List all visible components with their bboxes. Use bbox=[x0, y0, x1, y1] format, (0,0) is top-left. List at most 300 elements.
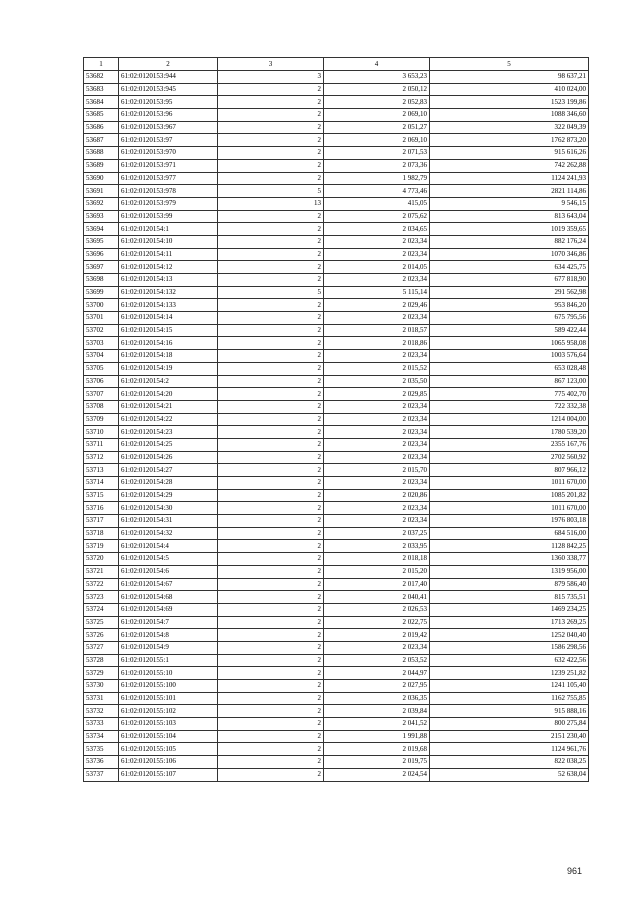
count-value-cell: 2 bbox=[218, 692, 324, 705]
cost-value-cell: 1128 842,25 bbox=[430, 540, 589, 553]
cost-value-cell: 915 888,16 bbox=[430, 705, 589, 718]
cost-value-cell: 1124 241,93 bbox=[430, 172, 589, 185]
count-value-cell: 2 bbox=[218, 515, 324, 528]
area-value-cell: 2 018,57 bbox=[324, 324, 430, 337]
cadastral-number-cell: 61:02:0120154:23 bbox=[119, 426, 218, 439]
cost-value-cell: 1762 873,20 bbox=[430, 134, 589, 147]
count-value-cell: 2 bbox=[218, 261, 324, 274]
area-value-cell: 2 041,52 bbox=[324, 718, 430, 731]
table-row bbox=[84, 464, 589, 477]
cost-value-cell: 1124 961,76 bbox=[430, 743, 589, 756]
area-value-cell: 2 029,85 bbox=[324, 388, 430, 401]
cadastral-number-cell: 61:02:0120155:105 bbox=[119, 743, 218, 756]
table-row bbox=[84, 362, 589, 375]
area-value-cell: 2 023,34 bbox=[324, 274, 430, 287]
area-value-cell: 2 018,18 bbox=[324, 553, 430, 566]
cost-value-cell: 1469 234,25 bbox=[430, 603, 589, 616]
cost-value-cell: 879 586,40 bbox=[430, 578, 589, 591]
row-number-cell: 53704 bbox=[84, 350, 119, 363]
area-value-cell: 2 033,95 bbox=[324, 540, 430, 553]
row-number-cell: 53717 bbox=[84, 515, 119, 528]
cost-value-cell: 1252 040,40 bbox=[430, 629, 589, 642]
cadastral-number-cell: 61:02:0120154:5 bbox=[119, 553, 218, 566]
cadastral-number-cell: 61:02:0120154:21 bbox=[119, 400, 218, 413]
area-value-cell: 2 051,27 bbox=[324, 121, 430, 134]
area-value-cell: 2 018,86 bbox=[324, 337, 430, 350]
table-header bbox=[84, 58, 589, 71]
count-value-cell: 2 bbox=[218, 553, 324, 566]
row-number-cell: 53711 bbox=[84, 438, 119, 451]
count-value-cell: 2 bbox=[218, 248, 324, 261]
row-number-cell: 53683 bbox=[84, 83, 119, 96]
count-value-cell: 2 bbox=[218, 413, 324, 426]
table-row bbox=[84, 477, 589, 490]
cost-value-cell: 1241 105,40 bbox=[430, 680, 589, 693]
row-number-cell: 53691 bbox=[84, 185, 119, 198]
table-row bbox=[84, 540, 589, 553]
row-number-cell: 53684 bbox=[84, 96, 119, 109]
table-row bbox=[84, 324, 589, 337]
area-value-cell: 3 653,23 bbox=[324, 71, 430, 84]
row-number-cell: 53703 bbox=[84, 337, 119, 350]
area-value-cell: 2 039,84 bbox=[324, 705, 430, 718]
area-value-cell: 2 019,68 bbox=[324, 743, 430, 756]
area-value-cell: 2 044,97 bbox=[324, 667, 430, 680]
area-value-cell: 2 023,34 bbox=[324, 248, 430, 261]
column-header-1: 1 bbox=[84, 58, 119, 71]
cost-value-cell: 807 966,12 bbox=[430, 464, 589, 477]
cost-value-cell: 1523 199,86 bbox=[430, 96, 589, 109]
count-value-cell: 2 bbox=[218, 274, 324, 287]
row-number-cell: 53736 bbox=[84, 756, 119, 769]
table-row bbox=[84, 426, 589, 439]
cost-value-cell: 684 516,00 bbox=[430, 527, 589, 540]
table-row bbox=[84, 603, 589, 616]
table-row bbox=[84, 261, 589, 274]
count-value-cell: 2 bbox=[218, 350, 324, 363]
cadastral-number-cell: 61:02:0120154:13 bbox=[119, 274, 218, 287]
row-number-cell: 53707 bbox=[84, 388, 119, 401]
table-row bbox=[84, 705, 589, 718]
row-number-cell: 53726 bbox=[84, 629, 119, 642]
count-value-cell: 2 bbox=[218, 768, 324, 781]
row-number-cell: 53733 bbox=[84, 718, 119, 731]
cost-value-cell: 653 028,48 bbox=[430, 362, 589, 375]
cost-value-cell: 1011 670,00 bbox=[430, 477, 589, 490]
area-value-cell: 2 015,52 bbox=[324, 362, 430, 375]
cost-value-cell: 2355 167,76 bbox=[430, 438, 589, 451]
cadastral-number-cell: 61:02:0120154:30 bbox=[119, 502, 218, 515]
row-number-cell: 53731 bbox=[84, 692, 119, 705]
table-row bbox=[84, 134, 589, 147]
area-value-cell: 2 014,05 bbox=[324, 261, 430, 274]
area-value-cell: 2 037,25 bbox=[324, 527, 430, 540]
cost-value-cell: 1319 956,00 bbox=[430, 565, 589, 578]
count-value-cell: 2 bbox=[218, 109, 324, 122]
area-value-cell: 2 050,12 bbox=[324, 83, 430, 96]
count-value-cell: 2 bbox=[218, 451, 324, 464]
cost-value-cell: 52 638,04 bbox=[430, 768, 589, 781]
row-number-cell: 53713 bbox=[84, 464, 119, 477]
table-row bbox=[84, 743, 589, 756]
row-number-cell: 53685 bbox=[84, 109, 119, 122]
count-value-cell: 2 bbox=[218, 159, 324, 172]
table-row bbox=[84, 515, 589, 528]
cadastral-number-cell: 61:02:0120154:31 bbox=[119, 515, 218, 528]
table-row bbox=[84, 756, 589, 769]
count-value-cell: 2 bbox=[218, 578, 324, 591]
cadastral-number-cell: 61:02:0120154:28 bbox=[119, 477, 218, 490]
area-value-cell: 2 071,53 bbox=[324, 147, 430, 160]
cost-value-cell: 1780 539,20 bbox=[430, 426, 589, 439]
column-header-4: 4 bbox=[324, 58, 430, 71]
row-number-cell: 53695 bbox=[84, 235, 119, 248]
row-number-cell: 53698 bbox=[84, 274, 119, 287]
cadastral-number-cell: 61:02:0120154:11 bbox=[119, 248, 218, 261]
area-value-cell: 2 023,34 bbox=[324, 400, 430, 413]
cost-value-cell: 742 262,88 bbox=[430, 159, 589, 172]
cadastral-number-cell: 61:02:0120154:133 bbox=[119, 299, 218, 312]
count-value-cell: 2 bbox=[218, 591, 324, 604]
cadastral-number-cell: 61:02:0120154:10 bbox=[119, 235, 218, 248]
area-value-cell: 2 023,34 bbox=[324, 502, 430, 515]
cost-value-cell: 1088 346,60 bbox=[430, 109, 589, 122]
area-value-cell: 2 020,86 bbox=[324, 489, 430, 502]
row-number-cell: 53735 bbox=[84, 743, 119, 756]
row-number-cell: 53701 bbox=[84, 312, 119, 325]
count-value-cell: 5 bbox=[218, 185, 324, 198]
area-value-cell: 2 035,50 bbox=[324, 375, 430, 388]
cadastral-number-cell: 61:02:0120153:95 bbox=[119, 96, 218, 109]
count-value-cell: 13 bbox=[218, 197, 324, 210]
table-row bbox=[84, 565, 589, 578]
cadastral-number-cell: 61:02:0120154:20 bbox=[119, 388, 218, 401]
row-number-cell: 53705 bbox=[84, 362, 119, 375]
area-value-cell: 2 069,10 bbox=[324, 109, 430, 122]
cadastral-number-cell: 61:02:0120154:27 bbox=[119, 464, 218, 477]
row-number-cell: 53702 bbox=[84, 324, 119, 337]
cadastral-number-cell: 61:02:0120155:100 bbox=[119, 680, 218, 693]
table-row bbox=[84, 299, 589, 312]
area-value-cell: 2 075,62 bbox=[324, 210, 430, 223]
cadastral-number-cell: 61:02:0120154:12 bbox=[119, 261, 218, 274]
cost-value-cell: 634 425,75 bbox=[430, 261, 589, 274]
table-row bbox=[84, 83, 589, 96]
cadastral-number-cell: 61:02:0120154:4 bbox=[119, 540, 218, 553]
cost-value-cell: 677 818,90 bbox=[430, 274, 589, 287]
cost-value-cell: 953 846,20 bbox=[430, 299, 589, 312]
row-number-cell: 53718 bbox=[84, 527, 119, 540]
count-value-cell: 3 bbox=[218, 71, 324, 84]
area-value-cell: 2 026,53 bbox=[324, 603, 430, 616]
cadastral-number-cell: 61:02:0120155:101 bbox=[119, 692, 218, 705]
row-number-cell: 53709 bbox=[84, 413, 119, 426]
cost-value-cell: 2151 230,40 bbox=[430, 730, 589, 743]
cost-value-cell: 9 546,15 bbox=[430, 197, 589, 210]
cost-value-cell: 1019 359,65 bbox=[430, 223, 589, 236]
table-row bbox=[84, 71, 589, 84]
count-value-cell: 2 bbox=[218, 375, 324, 388]
area-value-cell: 2 023,34 bbox=[324, 413, 430, 426]
area-value-cell: 415,05 bbox=[324, 197, 430, 210]
cost-value-cell: 1070 346,86 bbox=[430, 248, 589, 261]
count-value-cell: 2 bbox=[218, 388, 324, 401]
count-value-cell: 2 bbox=[218, 629, 324, 642]
cadastral-number-cell: 61:02:0120153:971 bbox=[119, 159, 218, 172]
area-value-cell: 2 036,35 bbox=[324, 692, 430, 705]
cadastral-number-cell: 61:02:0120154:2 bbox=[119, 375, 218, 388]
row-number-cell: 53687 bbox=[84, 134, 119, 147]
cadastral-number-cell: 61:02:0120154:6 bbox=[119, 565, 218, 578]
count-value-cell: 2 bbox=[218, 667, 324, 680]
area-value-cell: 2 015,70 bbox=[324, 464, 430, 477]
count-value-cell: 2 bbox=[218, 565, 324, 578]
cadastral-number-cell: 61:02:0120155:103 bbox=[119, 718, 218, 731]
column-header-3: 3 bbox=[218, 58, 324, 71]
table-row bbox=[84, 286, 589, 299]
cost-value-cell: 98 637,21 bbox=[430, 71, 589, 84]
table-row bbox=[84, 641, 589, 654]
row-number-cell: 53692 bbox=[84, 197, 119, 210]
table-row bbox=[84, 147, 589, 160]
count-value-cell: 2 bbox=[218, 756, 324, 769]
count-value-cell: 2 bbox=[218, 147, 324, 160]
count-value-cell: 2 bbox=[218, 362, 324, 375]
area-value-cell: 2 069,10 bbox=[324, 134, 430, 147]
row-number-cell: 53737 bbox=[84, 768, 119, 781]
cost-value-cell: 1011 670,00 bbox=[430, 502, 589, 515]
cost-value-cell: 1162 755,85 bbox=[430, 692, 589, 705]
table-row bbox=[84, 159, 589, 172]
count-value-cell: 2 bbox=[218, 603, 324, 616]
count-value-cell: 2 bbox=[218, 540, 324, 553]
cost-value-cell: 1085 201,82 bbox=[430, 489, 589, 502]
table-row bbox=[84, 451, 589, 464]
table-row bbox=[84, 768, 589, 781]
area-value-cell: 2 023,34 bbox=[324, 438, 430, 451]
cadastral-number-cell: 61:02:0120155:1 bbox=[119, 654, 218, 667]
cadastral-number-cell: 61:02:0120154:69 bbox=[119, 603, 218, 616]
cadastral-number-cell: 61:02:0120154:9 bbox=[119, 641, 218, 654]
column-header-2: 2 bbox=[119, 58, 218, 71]
cost-value-cell: 775 402,70 bbox=[430, 388, 589, 401]
cadastral-number-cell: 61:02:0120154:15 bbox=[119, 324, 218, 337]
table-row bbox=[84, 578, 589, 591]
row-number-cell: 53714 bbox=[84, 477, 119, 490]
row-number-cell: 53719 bbox=[84, 540, 119, 553]
table-row bbox=[84, 337, 589, 350]
area-value-cell: 1 982,79 bbox=[324, 172, 430, 185]
row-number-cell: 53722 bbox=[84, 578, 119, 591]
cost-value-cell: 813 643,04 bbox=[430, 210, 589, 223]
cadastral-number-cell: 61:02:0120155:106 bbox=[119, 756, 218, 769]
row-number-cell: 53732 bbox=[84, 705, 119, 718]
table-row bbox=[84, 312, 589, 325]
cost-value-cell: 1239 251,82 bbox=[430, 667, 589, 680]
cadastral-number-cell: 61:02:0120153:945 bbox=[119, 83, 218, 96]
area-value-cell: 2 052,83 bbox=[324, 96, 430, 109]
row-number-cell: 53734 bbox=[84, 730, 119, 743]
cadastral-number-cell: 61:02:0120153:977 bbox=[119, 172, 218, 185]
cadastral-number-cell: 61:02:0120154:67 bbox=[119, 578, 218, 591]
count-value-cell: 2 bbox=[218, 83, 324, 96]
table-row bbox=[84, 235, 589, 248]
table-row bbox=[84, 96, 589, 109]
count-value-cell: 2 bbox=[218, 134, 324, 147]
area-value-cell: 2 022,75 bbox=[324, 616, 430, 629]
table-row bbox=[84, 185, 589, 198]
area-value-cell: 2 019,75 bbox=[324, 756, 430, 769]
cadastral-number-cell: 61:02:0120154:32 bbox=[119, 527, 218, 540]
row-number-cell: 53682 bbox=[84, 71, 119, 84]
count-value-cell: 2 bbox=[218, 489, 324, 502]
count-value-cell: 2 bbox=[218, 527, 324, 540]
cadastral-number-cell: 61:02:0120154:7 bbox=[119, 616, 218, 629]
table-row bbox=[84, 718, 589, 731]
count-value-cell: 2 bbox=[218, 654, 324, 667]
area-value-cell: 2 023,34 bbox=[324, 312, 430, 325]
cost-value-cell: 867 123,00 bbox=[430, 375, 589, 388]
page-number: 961 bbox=[566, 866, 582, 876]
cadastral-number-cell: 61:02:0120154:1 bbox=[119, 223, 218, 236]
count-value-cell: 2 bbox=[218, 680, 324, 693]
area-value-cell: 2 023,34 bbox=[324, 350, 430, 363]
count-value-cell: 5 bbox=[218, 286, 324, 299]
cadastral-number-cell: 61:02:0120155:107 bbox=[119, 768, 218, 781]
row-number-cell: 53699 bbox=[84, 286, 119, 299]
table-row bbox=[84, 172, 589, 185]
area-value-cell: 2 015,20 bbox=[324, 565, 430, 578]
cost-value-cell: 632 422,56 bbox=[430, 654, 589, 667]
count-value-cell: 2 bbox=[218, 426, 324, 439]
cost-value-cell: 1360 338,77 bbox=[430, 553, 589, 566]
count-value-cell: 2 bbox=[218, 299, 324, 312]
row-number-cell: 53706 bbox=[84, 375, 119, 388]
row-number-cell: 53690 bbox=[84, 172, 119, 185]
cost-value-cell: 1586 298,56 bbox=[430, 641, 589, 654]
cost-value-cell: 915 616,26 bbox=[430, 147, 589, 160]
row-number-cell: 53694 bbox=[84, 223, 119, 236]
table-row bbox=[84, 730, 589, 743]
cadastral-number-cell: 61:02:0120153:967 bbox=[119, 121, 218, 134]
table-row bbox=[84, 438, 589, 451]
row-number-cell: 53725 bbox=[84, 616, 119, 629]
cost-value-cell: 1003 576,64 bbox=[430, 350, 589, 363]
table-row bbox=[84, 375, 589, 388]
count-value-cell: 2 bbox=[218, 172, 324, 185]
cadastral-number-cell: 61:02:0120155:104 bbox=[119, 730, 218, 743]
row-number-cell: 53729 bbox=[84, 667, 119, 680]
column-header-5: 5 bbox=[430, 58, 589, 71]
table-row bbox=[84, 654, 589, 667]
row-number-cell: 53721 bbox=[84, 565, 119, 578]
cost-value-cell: 291 562,98 bbox=[430, 286, 589, 299]
cadastral-number-cell: 61:02:0120154:18 bbox=[119, 350, 218, 363]
area-value-cell: 2 040,41 bbox=[324, 591, 430, 604]
count-value-cell: 2 bbox=[218, 235, 324, 248]
cadastral-number-cell: 61:02:0120154:29 bbox=[119, 489, 218, 502]
table-row bbox=[84, 553, 589, 566]
row-number-cell: 53723 bbox=[84, 591, 119, 604]
row-number-cell: 53697 bbox=[84, 261, 119, 274]
table-row bbox=[84, 629, 589, 642]
table-row bbox=[84, 502, 589, 515]
count-value-cell: 2 bbox=[218, 210, 324, 223]
cadastral-number-cell: 61:02:0120153:978 bbox=[119, 185, 218, 198]
cost-value-cell: 2821 114,86 bbox=[430, 185, 589, 198]
count-value-cell: 2 bbox=[218, 324, 324, 337]
area-value-cell: 2 034,65 bbox=[324, 223, 430, 236]
count-value-cell: 2 bbox=[218, 464, 324, 477]
area-value-cell: 2 023,34 bbox=[324, 641, 430, 654]
row-number-cell: 53720 bbox=[84, 553, 119, 566]
area-value-cell: 2 023,34 bbox=[324, 426, 430, 439]
cadastral-value-table bbox=[83, 57, 589, 782]
area-value-cell: 2 023,34 bbox=[324, 477, 430, 490]
cost-value-cell: 1214 004,00 bbox=[430, 413, 589, 426]
table-row bbox=[84, 350, 589, 363]
area-value-cell: 2 053,52 bbox=[324, 654, 430, 667]
cadastral-number-cell: 61:02:0120153:97 bbox=[119, 134, 218, 147]
cost-value-cell: 822 038,25 bbox=[430, 756, 589, 769]
row-number-cell: 53708 bbox=[84, 400, 119, 413]
cost-value-cell: 882 176,24 bbox=[430, 235, 589, 248]
row-number-cell: 53716 bbox=[84, 502, 119, 515]
table-row bbox=[84, 489, 589, 502]
count-value-cell: 2 bbox=[218, 96, 324, 109]
row-number-cell: 53727 bbox=[84, 641, 119, 654]
cost-value-cell: 1976 803,18 bbox=[430, 515, 589, 528]
table-row bbox=[84, 413, 589, 426]
area-value-cell: 2 023,34 bbox=[324, 235, 430, 248]
table-row bbox=[84, 248, 589, 261]
cadastral-number-cell: 61:02:0120154:132 bbox=[119, 286, 218, 299]
table-row bbox=[84, 527, 589, 540]
count-value-cell: 2 bbox=[218, 477, 324, 490]
cadastral-number-cell: 61:02:0120154:22 bbox=[119, 413, 218, 426]
table-row bbox=[84, 680, 589, 693]
cadastral-number-cell: 61:02:0120153:970 bbox=[119, 147, 218, 160]
table-row bbox=[84, 388, 589, 401]
cadastral-number-cell: 61:02:0120153:96 bbox=[119, 109, 218, 122]
count-value-cell: 2 bbox=[218, 743, 324, 756]
table-row bbox=[84, 210, 589, 223]
area-value-cell: 2 073,36 bbox=[324, 159, 430, 172]
row-number-cell: 53712 bbox=[84, 451, 119, 464]
row-number-cell: 53715 bbox=[84, 489, 119, 502]
count-value-cell: 2 bbox=[218, 705, 324, 718]
table-body bbox=[84, 71, 589, 782]
area-value-cell: 1 991,88 bbox=[324, 730, 430, 743]
cadastral-number-cell: 61:02:0120153:944 bbox=[119, 71, 218, 84]
table-row bbox=[84, 692, 589, 705]
count-value-cell: 2 bbox=[218, 337, 324, 350]
area-value-cell: 4 773,46 bbox=[324, 185, 430, 198]
table-row bbox=[84, 274, 589, 287]
row-number-cell: 53728 bbox=[84, 654, 119, 667]
count-value-cell: 2 bbox=[218, 616, 324, 629]
row-number-cell: 53730 bbox=[84, 680, 119, 693]
table-row bbox=[84, 223, 589, 236]
count-value-cell: 2 bbox=[218, 502, 324, 515]
cadastral-number-cell: 61:02:0120154:26 bbox=[119, 451, 218, 464]
cost-value-cell: 589 422,44 bbox=[430, 324, 589, 337]
cost-value-cell: 722 332,38 bbox=[430, 400, 589, 413]
table-row bbox=[84, 400, 589, 413]
table-row bbox=[84, 197, 589, 210]
cost-value-cell: 675 795,56 bbox=[430, 312, 589, 325]
area-value-cell: 2 023,34 bbox=[324, 515, 430, 528]
